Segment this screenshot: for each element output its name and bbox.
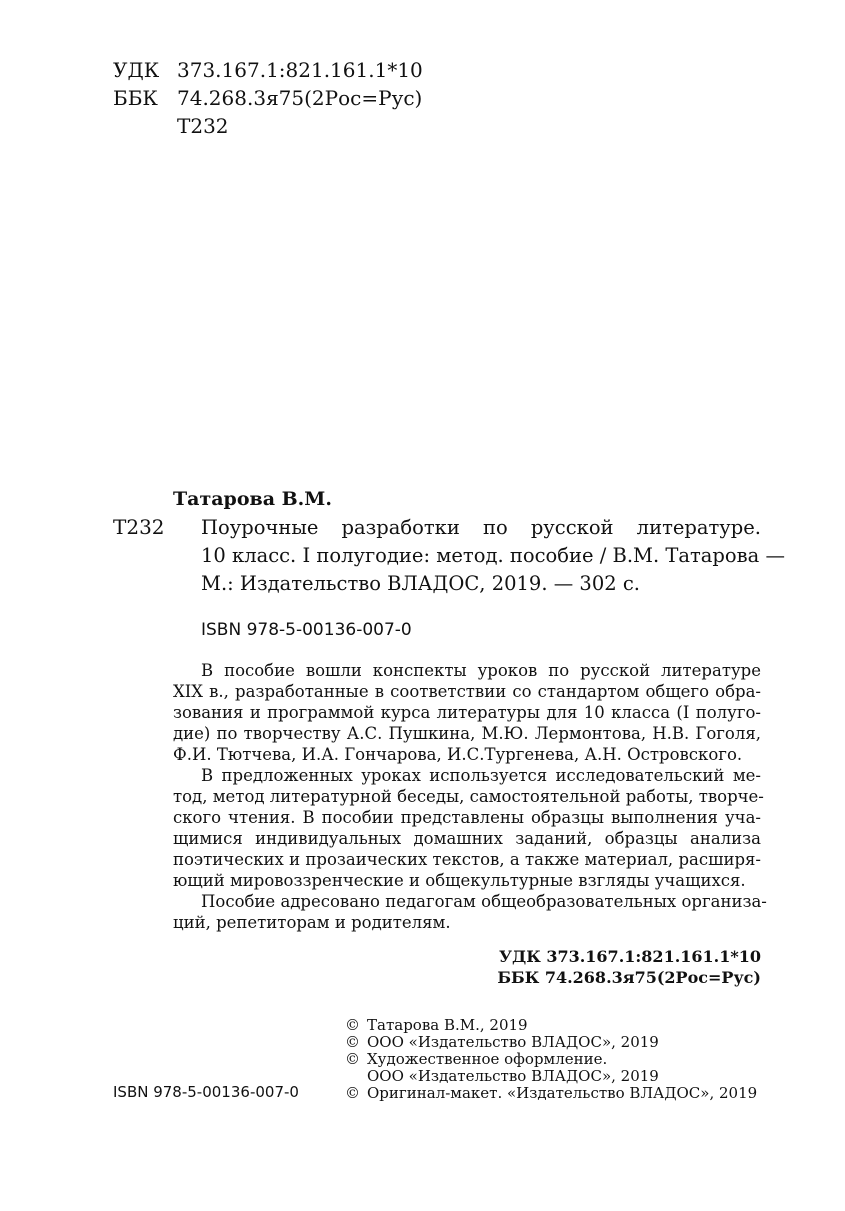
copyright-text: ООО «Издательство ВЛАДОС», 2019: [367, 1067, 659, 1085]
entry-description: [201, 514, 785, 598]
classification-codes: [461, 946, 761, 988]
copyright-row: [345, 1051, 757, 1068]
copyright-icon: ©: [345, 1050, 360, 1068]
udk-row: [113, 56, 423, 84]
annotation-line: ского чтения. В пособии представлены образцы выполнения уча-: [173, 808, 761, 827]
copyright-icon: ©: [345, 1084, 360, 1102]
annotation-line: XIX в., разработанные в соответствии со стандартом общего обра-: [173, 682, 761, 701]
copyright-text: Татарова В.М., 2019: [367, 1016, 528, 1034]
entry-author: Татарова В.М.: [173, 488, 332, 510]
annotation-line: В предложенных уроках используется исследовательский ме-: [201, 766, 761, 785]
copyright-icon: ©: [345, 1033, 360, 1051]
annotation-line: поэтических и прозаических текстов, а также материал, расширя-: [173, 850, 761, 869]
udk-label: УДК: [113, 58, 160, 82]
copyright-text: ООО «Издательство ВЛАДОС», 2019: [367, 1033, 659, 1051]
copyright-row: [345, 1068, 757, 1085]
annotation-line: Пособие адресовано педагогам общеобразовательных организа-: [201, 892, 767, 911]
author-mark-row: [113, 112, 423, 140]
annotation-line: В пособие вошли конспекты уроков по русской литературе: [201, 661, 761, 680]
copyright-row: [345, 1085, 757, 1102]
annotation-line: дие) по творчеству А.С. Пушкина, М.Ю. Лермонтова, Н.В. Гоголя,: [173, 724, 761, 743]
bbk-value: 74.268.3я75(2Рос=Рус): [177, 86, 423, 110]
annotation-line: ющий мировоззренческие и общекультурные взгляды учащихся.: [173, 871, 746, 890]
bottom-isbn: ISBN 978-5-00136-007-0: [113, 1083, 299, 1101]
bbk-label: ББК: [113, 86, 158, 110]
annotation-line: Ф.И. Тютчева, И.А. Гончарова, И.С.Тургенева, А.Н. Островского.: [173, 745, 743, 764]
annotation: [173, 660, 767, 933]
classification-udk: УДК 373.167.1:821.161.1*10: [498, 947, 761, 966]
copyright-text: Художественное оформление.: [367, 1050, 608, 1068]
copyright-block: [345, 1017, 757, 1102]
copyright-icon: ©: [345, 1016, 360, 1034]
entry-code: Т232: [113, 515, 165, 539]
classification-bbk: ББК 74.268.3я75(2Рос=Рус): [497, 968, 761, 987]
annotation-line: щимися индивидуальных домашних заданий, образцы анализа: [173, 829, 761, 848]
copyright-text: Оригинал-макет. «Издательство ВЛАДОС», 2019: [367, 1084, 758, 1102]
udk-value: 373.167.1:821.161.1*10: [177, 58, 423, 82]
copyright-row: [345, 1017, 757, 1034]
top-codes: [113, 56, 423, 140]
annotation-line: зования и программой курса литературы для 10 класса (I полуго-: [173, 703, 761, 722]
entry-line: 10 класс. I полугодие: метод. пособие / В.М. Татарова —: [201, 544, 785, 567]
annotation-line: ций, репетиторам и родителям.: [173, 913, 451, 932]
entry-line: Поурочные разработки по русской литературе.: [201, 516, 761, 539]
entry-line: М.: Издательство ВЛАДОС, 2019. — 302 с.: [201, 572, 640, 595]
entry-isbn: ISBN 978-5-00136-007-0: [201, 620, 412, 640]
bbk-row: [113, 84, 423, 112]
copyright-row: [345, 1034, 757, 1051]
annotation-line: тод, метод литературной беседы, самостоятельной работы, творче-: [173, 787, 764, 806]
author-mark: Т232: [177, 114, 229, 138]
